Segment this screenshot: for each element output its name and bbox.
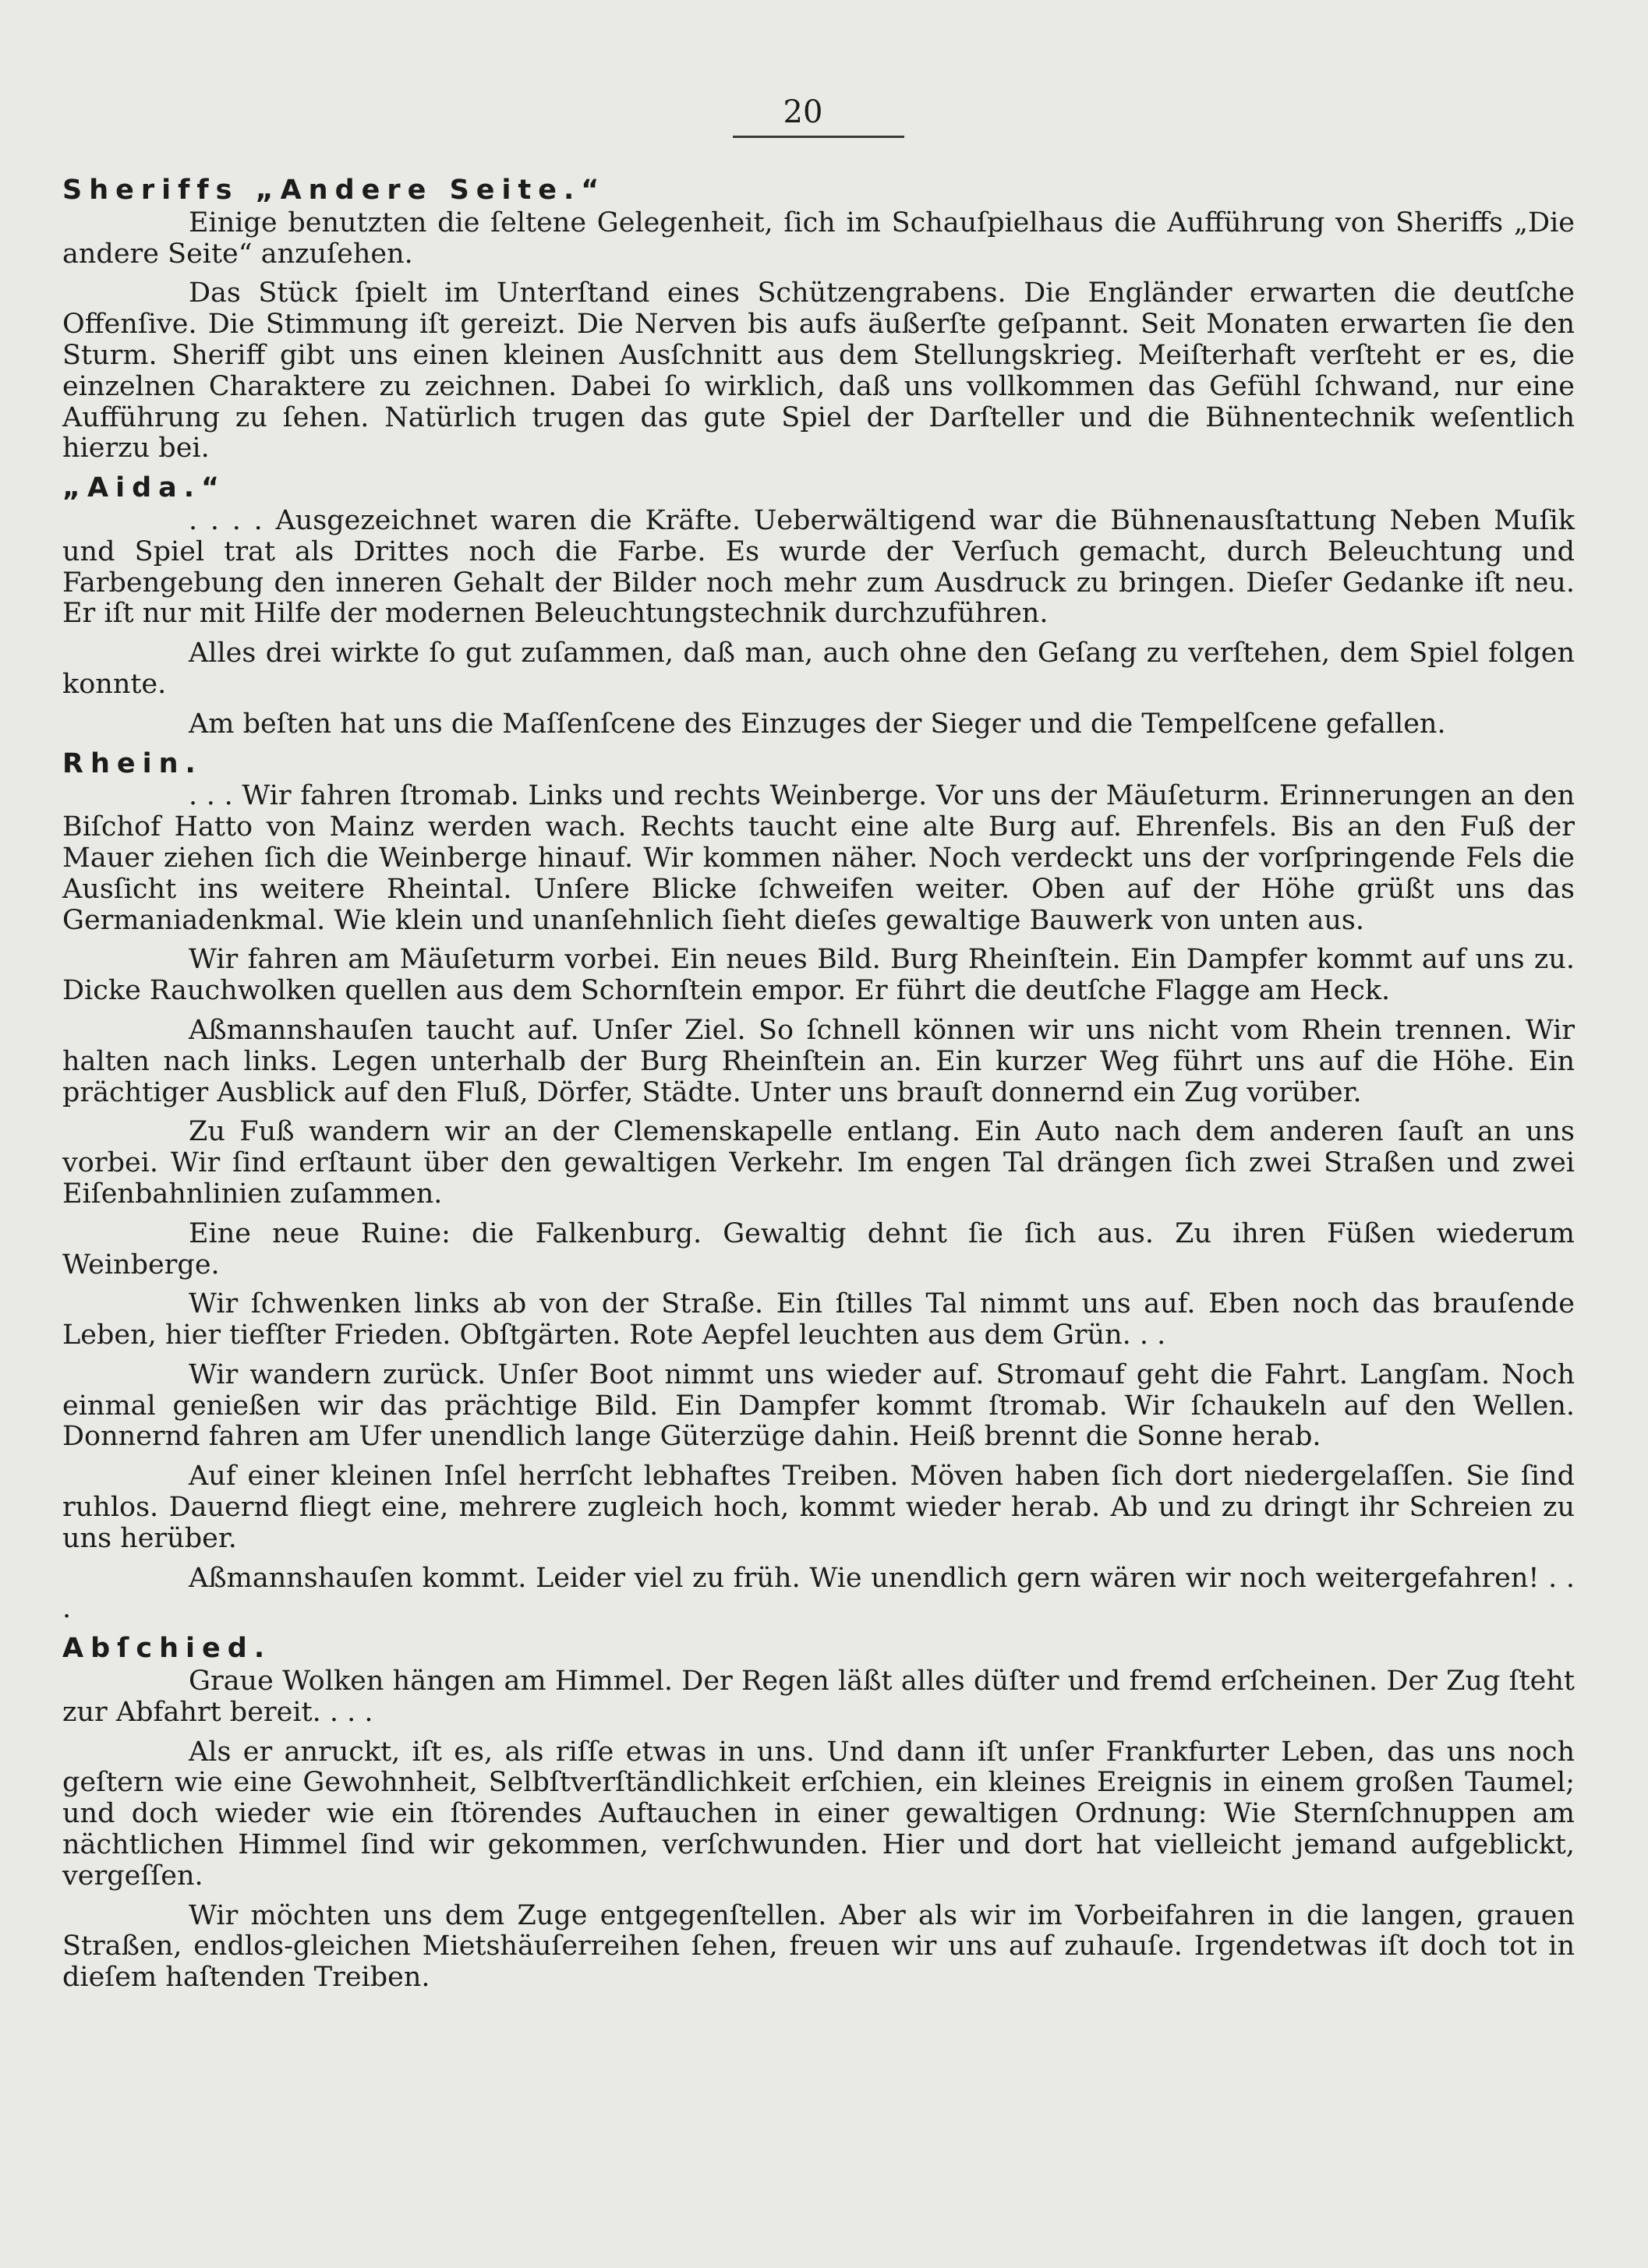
section-rhein xyxy=(62,749,1575,1626)
paragraph: . . . . Ausgezeichnet waren die Kräfte. Ueberwältigend war die Bühnenausſtattung Neben Muſik und Spiel trat als Drittes noch die Farbe. Es wurde der Verſuch gemacht, durch Beleuchtung und Farbengebung den inneren Gehalt der Bilder noch mehr zum Ausdruck zu bringen. Dieſer Gedanke iſt neu. Er iſt nur mit Hilfe der modernen Beleuchtungstechnik durchzuführen. xyxy=(62,504,1575,630)
section-heading: Sheriffs „Andere Seite.“ xyxy=(62,175,607,206)
paragraph: Wir möchten uns dem Zuge entgegenſtellen. Aber als wir im Vorbeifahren in die langen, grauen Straßen, endlos-gleichen Mietshäuſerreihen ſehen, freuen wir uns auf zuhauſe. Irgendetwas iſt doch tot in dieſem haſtenden Treiben. xyxy=(62,1899,1575,1994)
paragraph: Alles drei wirkte ſo gut zuſammen, daß man, auch ohne den Geſang zu verſtehen, dem Spiel folgen konnte. xyxy=(62,638,1575,700)
paragraph: . . . Wir fahren ſtromab. Links und rechts Weinberge. Vor uns der Mäuſeturm. Erinnerungen an den Biſchof Hatto von Mainz werden wach. Rechts taucht eine alte Burg auf. Ehrenfels. Bis an den Fuß der Mauer ziehen ſich die Weinberge hinauf. Wir kommen näher. Noch verdeckt uns der vorſpringende Fels die Ausſicht ins weitere Rheintal. Unſere Blicke ſchweifen weiter. Oben auf der Höhe grüßt uns das Germaniadenkmal. Wie klein und unanſehnlich ſieht dieſes gewaltige Bauwerk von unten aus. xyxy=(62,780,1575,936)
paragraph: Wir fahren am Mäuſeturm vorbei. Ein neues Bild. Burg Rheinſtein. Ein Dampfer kommt auf uns zu. Dicke Rauchwolken quellen aus dem Schornſtein empor. Er führt die deutſche Flagge am Heck. xyxy=(62,944,1575,1007)
paragraph: Als er anruckt, iſt es, als riſſe etwas in uns. Und dann iſt unſer Frankfurter Leben, das uns noch geſtern wie eine Gewohnheit, Selbſtverſtändlichkeit erſchien, ein kleines Ereignis in einem großen Taumel; und doch wieder wie ein ſtörendes Auftauchen in einer gewaltigen Ordnung: Wie Sternſchnuppen am nächtlichen Himmel ſind wir gekommen, verſchwunden. Hier und dort hat vielleicht jemand aufgeblickt, vergeſſen. xyxy=(62,1736,1575,1892)
paragraph: Auf einer kleinen Inſel herrſcht lebhaftes Treiben. Möven haben ſich dort niedergelaſſen. Sie ſind ruhlos. Dauernd fliegt eine, mehrere zugleich hoch, kommt wieder herab. Ab und zu dringt ihr Schreien zu uns herüber. xyxy=(62,1461,1575,1554)
page-body xyxy=(62,175,1575,2002)
paragraph: Wir ſchwenken links ab von der Straße. Ein ſtilles Tal nimmt uns auf. Eben noch das brauſende Leben, hier tiefſter Frieden. Obſtgärten. Rote Aepfel leuchten aus dem Grün. . . xyxy=(62,1288,1575,1351)
section-heading: Rhein. xyxy=(62,747,203,779)
section-sheriffs xyxy=(62,175,1575,465)
page-number-rule xyxy=(733,136,904,138)
paragraph: Am beſten hat uns die Maſſenſcene des Einzuges der Sieger und die Tempelſcene gefallen. xyxy=(189,708,1446,740)
paragraph: Aßmannshauſen taucht auf. Unſer Ziel. So ſchnell können wir uns nicht vom Rhein trennen. Wir halten nach links. Legen unterhalb der Burg Rheinſtein an. Ein kurzer Weg führt uns auf die Höhe. Ein prächtiger Ausblick auf den Fluß, Dörfer, Städte. Unter uns brauſt donnernd ein Zug vorüber. xyxy=(62,1014,1575,1108)
section-heading: Abſchied. xyxy=(62,1633,272,1665)
paragraph: Graue Wolken hängen am Himmel. Der Regen läßt alles düſter und fremd erſcheinen. Der Zug ſteht zur Abfahrt bereit. . . . xyxy=(62,1666,1575,1728)
paragraph: Zu Fuß wandern wir an der Clemenskapelle entlang. Ein Auto nach dem anderen ſauſt an uns vorbei. Wir ſind erſtaunt über den gewaltigen Verkehr. Im engen Tal drängen ſich zwei Straßen und zwei Eiſenbahnlinien zuſammen. xyxy=(62,1116,1575,1210)
paragraph: Das Stück ſpielt im Unterſtand eines Schützengrabens. Die Engländer erwarten die deutſche Offenſive. Die Stimmung iſt gereizt. Die Nerven bis aufs äußerſte geſpannt. Seit Monaten erwarten ſie den Sturm. Sheriff gibt uns einen kleinen Ausſchnitt aus dem Stellungskrieg. Meiſterhaft verſteht er es, die einzelnen Charaktere zu zeichnen. Dabei ſo wirklich, daß uns vollkommen das Gefühl ſchwand, nur eine Aufführung zu ſehen. Natürlich trugen das gute Spiel der Darſteller und die Bühnentechnik weſentlich hierzu bei. xyxy=(62,277,1575,465)
paragraph: Wir wandern zurück. Unſer Boot nimmt uns wieder auf. Stromauf geht die Fahrt. Langſam. Noch einmal genießen wir das prächtige Bild. Ein Dampfer kommt ſtromab. Wir ſchaukeln auf den Wellen. Donnernd fahren am Ufer unendlich lange Güterzüge dahin. Heiß brennt die Sonne herab. xyxy=(62,1358,1575,1453)
page-number: 20 xyxy=(783,94,823,130)
section-heading: „Aida.“ xyxy=(62,472,227,504)
paragraph: Aßmannshauſen kommt. Leider viel zu früh. Wie unendlich gern wären wir noch weitergefahren! . . . xyxy=(62,1562,1575,1625)
paragraph: Einige benutzten die ſeltene Gelegenheit, ſich im Schauſpielhaus die Aufführung von Sheriffs „Die andere Seite“ anzuſehen. xyxy=(62,207,1575,270)
section-aida xyxy=(62,473,1575,740)
section-abschied xyxy=(62,1634,1575,1994)
paragraph: Eine neue Ruine: die Falkenburg. Gewaltig dehnt ſie ſich aus. Zu ihren Füßen wiederum Weinberge. xyxy=(62,1217,1575,1281)
